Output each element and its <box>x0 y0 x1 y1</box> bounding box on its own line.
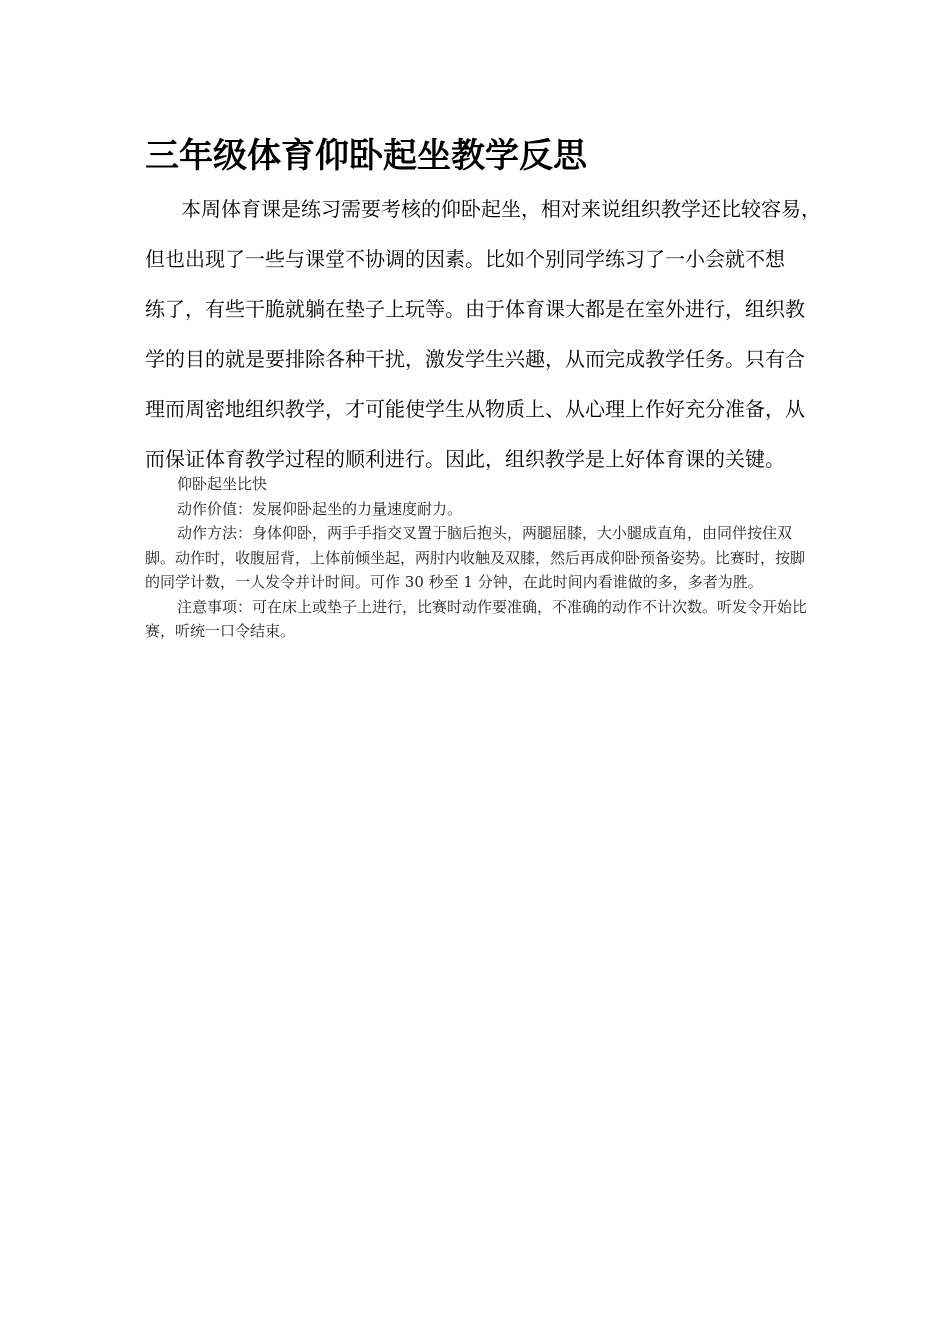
paragraph-line: 理而周密地组织教学，才可能使学生从物质上、从心理上作好充分准备，从 <box>145 397 805 421</box>
paragraph-line: 练了，有些干脆就躺在垫子上玩等。由于体育课大都是在室外进行，组织教 <box>145 297 805 321</box>
paragraph-line: 本周体育课是练习需要考核的仰卧起坐，相对来说组织教学还比较容易， <box>181 197 821 221</box>
exercise-method: 动作方法：身体仰卧，两手手指交叉置于脑后抱头，两腿屈膝，大小腿成直角，由同伴按住双脚。动作时，收腹屈背，上体前倾坐起，两肘内收触及双膝，然后再成仰卧预备姿势。比赛时，按脚的同学计数，一人发令并计时间。可作 30 秒至 1 分钟，在此时间内看谁做的多，多者为胜。 <box>145 524 806 591</box>
paragraph-line: 而保证体育教学过程的顺利进行。因此，组织教学是上好体育课的关键。 <box>145 447 785 471</box>
exercise-heading: 仰卧起坐比快 <box>177 475 268 493</box>
paragraph-line: 学的目的就是要排除各种干扰，激发学生兴趣，从而完成教学任务。只有合 <box>145 347 805 371</box>
exercise-value: 动作价值：发展仰卧起坐的力量速度耐力。 <box>177 499 463 518</box>
document-title: 三年级体育仰卧起坐教学反思 <box>145 136 587 176</box>
exercise-caution: 注意事项：可在床上或垫子上进行，比赛时动作要准确，不准确的动作不计次数。听发令开始比赛，听统一口令结束。 <box>145 597 808 640</box>
exercise-notes <box>145 472 811 644</box>
paragraph-line: 但也出现了一些与课堂不协调的因素。比如个别同学练习了一小会就不想 <box>145 247 785 271</box>
